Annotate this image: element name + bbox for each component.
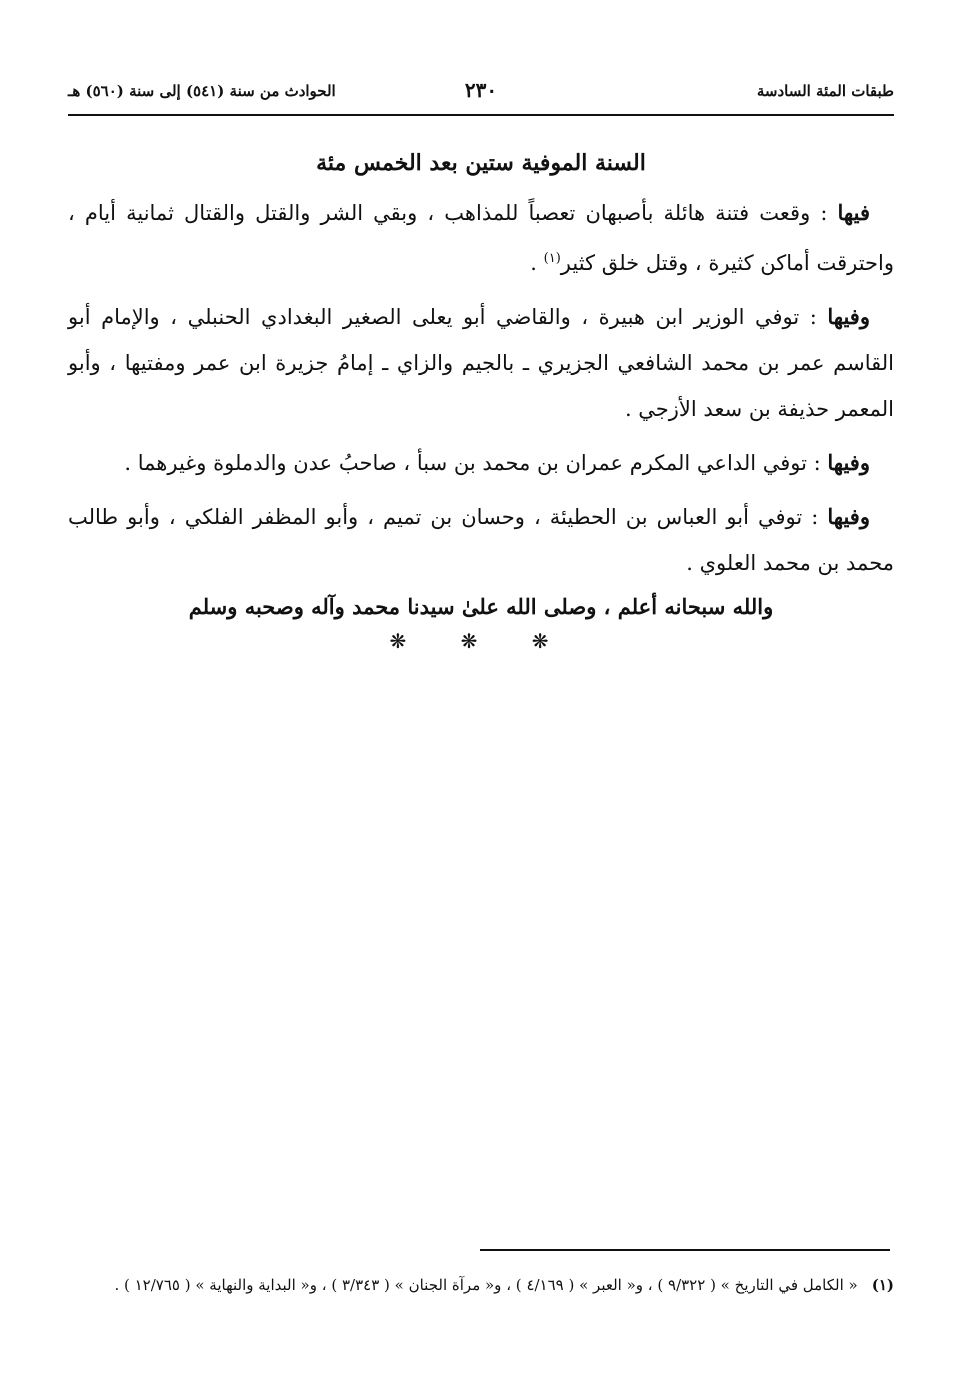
paragraph-lead: وفيها — [827, 450, 870, 475]
running-title: الحوادث من سنة (٥٤١) إلى سنة (٥٦٠) هـ — [68, 82, 336, 100]
footnote-item — [68, 1270, 894, 1300]
paragraph-text: : وقعت فتنة هائلة بأصبهان تعصباً للمذاهب ، وبقي الشر والقتل والقتال ثمانية أيام ، واحترقت أماكن كثيرة ، وقتل خلق كثير — [68, 201, 894, 275]
paragraph-2 — [68, 294, 894, 432]
page-number: ٢٣٠ — [464, 78, 498, 102]
paragraph-tail: . — [530, 251, 544, 275]
paragraph-text: : توفي أبو العباس بن الحطيئة ، وحسان بن تميم ، وأبو المظفر الفلكي ، وأبو طالب محمد بن محمد العلوي . — [68, 505, 894, 575]
footnotes — [68, 1270, 894, 1300]
main-text — [68, 150, 894, 653]
page-header — [68, 76, 894, 108]
year-heading: السنة الموفية ستين بعد الخمس مئة — [316, 150, 646, 176]
closing-formula: والله سبحانه أعلم ، وصلى الله علىٰ سيدنا محمد وآله وصحبه وسلم — [188, 594, 774, 619]
header-divider — [68, 114, 894, 116]
paragraph-text: : توفي الوزير ابن هبيرة ، والقاضي أبو يعلى الصغير البغدادي الحنبلي ، والإمام أبو القاسم عمر بن محمد الشافعي الجزيري ـ بالجيم والزاي ـ إمامُ جزيرة ابن عمر ومفتيها ، وأبو المعمر حذيفة بن سعد الأزجي . — [68, 305, 894, 421]
paragraph-4 — [68, 494, 894, 586]
paragraph-1 — [68, 190, 894, 286]
series-title: طبقات المئة السادسة — [756, 82, 894, 100]
paragraph-lead: وفيها — [827, 504, 870, 529]
section-ornament: ❋ ❋ ❋ — [389, 629, 573, 653]
paragraph-3 — [68, 440, 894, 486]
paragraph-lead: وفيها — [827, 304, 870, 329]
footnote-divider — [480, 1249, 890, 1251]
paragraph-text: : توفي الداعي المكرم عمران بن محمد بن سبأ ، صاحبُ عدن والدملوة وغيرهما . — [124, 451, 828, 475]
footnote-text: « الكامل في التاريخ » ( ٩/٣٢٢ ) ، و« العبر » ( ٤/١٦٩ ) ، و« مرآة الجنان » ( ٣/٣٤٣ ) ، و« البداية والنهاية » ( ١٢/٧٦٥ ) . — [114, 1276, 858, 1294]
footnote-number: (١) — [871, 1276, 894, 1294]
footnote-reference[interactable]: (١) — [543, 251, 561, 266]
paragraph-lead: فيها — [837, 200, 870, 225]
